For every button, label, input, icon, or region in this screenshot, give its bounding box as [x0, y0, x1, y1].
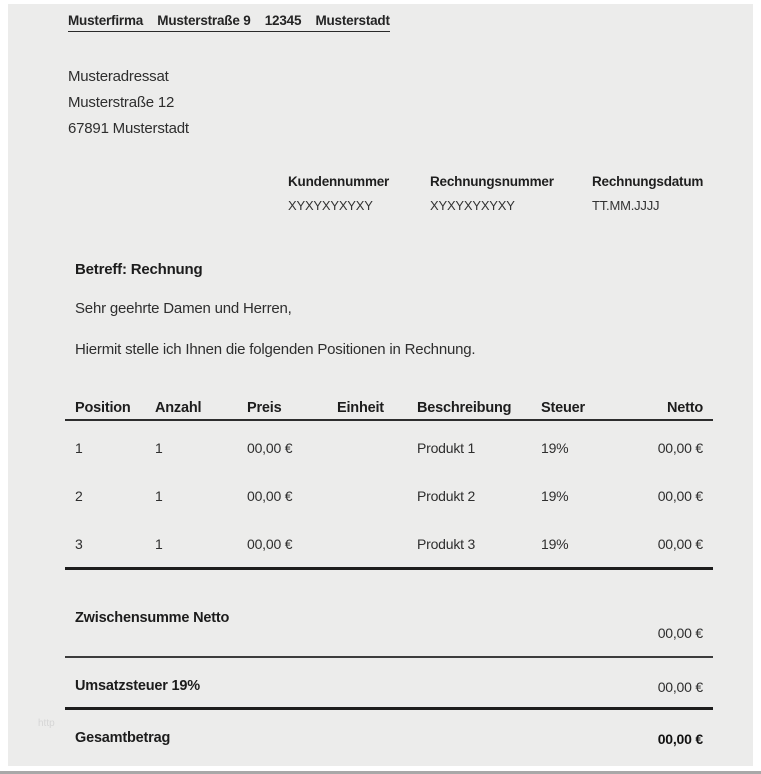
- sender-address-line: Musterfirma Musterstraße 9 12345 Musterstadt: [68, 13, 390, 32]
- cell-beschreibung: Produkt 3: [417, 536, 476, 552]
- total-label: Gesamtbetrag: [75, 730, 171, 746]
- cell-anzahl: 1: [155, 488, 163, 504]
- cell-netto: 00,00 €: [657, 536, 703, 552]
- subtotal-value: 00,00 €: [657, 625, 703, 641]
- cell-anzahl: 1: [155, 440, 163, 456]
- intro-line: Hiermit stelle ich Ihnen die folgenden Positionen in Rechnung.: [75, 341, 476, 358]
- customer-number-value: XYXYXYXYXY: [288, 198, 373, 213]
- table-row: [65, 424, 713, 472]
- subject-line: Betreff: Rechnung: [75, 261, 203, 278]
- cell-beschreibung: Produkt 2: [417, 488, 476, 504]
- column-header-preis: Preis: [247, 400, 282, 416]
- cell-netto: 00,00 €: [657, 488, 703, 504]
- subtotal-rule: [65, 656, 713, 658]
- recipient-street: Musterstraße 12: [68, 94, 175, 111]
- cell-preis: 00,00 €: [247, 440, 293, 456]
- recipient-city: 67891 Musterstadt: [68, 120, 189, 137]
- cell-position: 1: [75, 440, 83, 456]
- cell-preis: 00,00 €: [247, 488, 293, 504]
- column-header-netto: Netto: [666, 400, 703, 416]
- cell-beschreibung: Produkt 1: [417, 440, 476, 456]
- watermark: http: [38, 718, 55, 729]
- tax-label: Umsatzsteuer 19%: [75, 678, 200, 694]
- column-header-steuer: Steuer: [541, 400, 585, 416]
- table-header-row: [65, 400, 713, 416]
- tax-value: 00,00 €: [657, 679, 703, 695]
- column-header-anzahl: Anzahl: [155, 400, 202, 416]
- column-header-einheit: Einheit: [337, 400, 384, 416]
- table-header-rule: [65, 419, 713, 421]
- total-value: 00,00 €: [657, 731, 703, 747]
- invoice-number-value: XYXYXYXYXY: [430, 198, 515, 213]
- cell-netto: 00,00 €: [657, 440, 703, 456]
- invoice-number-label: Rechnungsnummer: [430, 174, 554, 189]
- column-header-position: Position: [75, 400, 131, 416]
- invoice-date-value: TT.MM.JJJJ: [592, 198, 660, 213]
- invoice-date-label: Rechnungsdatum: [592, 174, 704, 189]
- cell-steuer: 19%: [541, 536, 569, 552]
- table-row: [65, 472, 713, 520]
- cell-anzahl: 1: [155, 536, 163, 552]
- invoice-page: [8, 4, 753, 766]
- cell-steuer: 19%: [541, 440, 569, 456]
- recipient-name: Musteradressat: [68, 68, 169, 85]
- customer-number-field: [288, 174, 389, 213]
- subtotal-label: Zwischensumme Netto: [75, 610, 230, 626]
- cell-preis: 00,00 €: [247, 536, 293, 552]
- greeting-line: Sehr geehrte Damen und Herren,: [75, 300, 292, 317]
- table-bottom-rule: [65, 567, 713, 570]
- column-header-beschreibung: Beschreibung: [417, 400, 512, 416]
- cell-steuer: 19%: [541, 488, 569, 504]
- invoice-date-field: [592, 174, 703, 213]
- customer-number-label: Kundennummer: [288, 174, 390, 189]
- recipient-address-block: [68, 64, 189, 142]
- table-row: [65, 520, 713, 568]
- table-body: [65, 424, 713, 568]
- invoice-number-field: [430, 174, 554, 213]
- total-rule: [65, 707, 713, 710]
- cell-position: 2: [75, 488, 83, 504]
- cell-position: 3: [75, 536, 83, 552]
